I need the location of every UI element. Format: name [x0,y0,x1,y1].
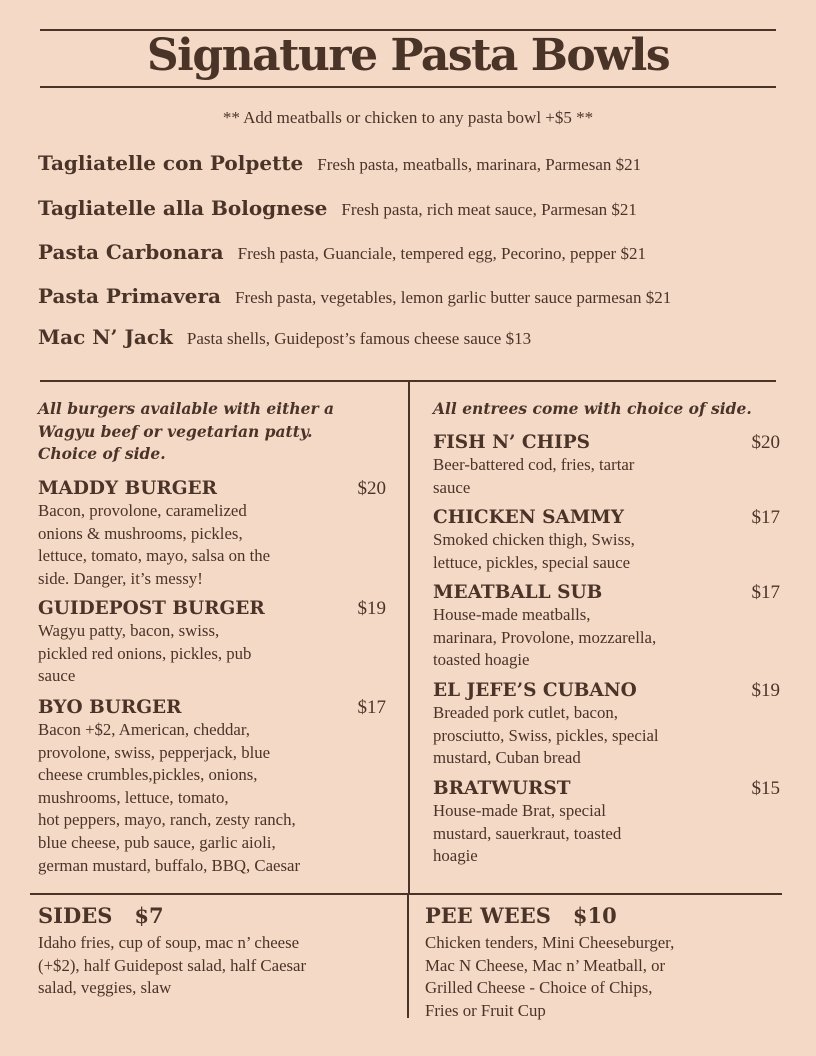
desc-line: german mustard, buffalo, BBQ, Caesar [38,855,301,875]
pasta-desc: Fresh pasta, meatballs, marinara, Parmesan $21 [317,155,642,174]
pasta-name: Mac N’ Jack [38,325,173,349]
item-desc [433,702,780,770]
title-underline [40,86,776,88]
desc-line: prosciutto, Swiss, pickles, special [433,725,659,745]
item-name: FISH N’ CHIPS [433,432,590,453]
bottom-column-divider [407,894,409,1018]
intro-line: Wagyu beef or vegetarian patty. [38,421,313,441]
desc-line: Bacon, provolone, caramelized [38,501,247,520]
section-desc [38,932,403,1000]
pee-wees-section [425,903,795,1022]
desc-line: sauce [433,477,471,497]
pasta-name: Tagliatelle con Polpette [38,151,304,175]
desc-line: pickled red onions, pickles, pub [38,643,252,663]
item-name: GUIDEPOST BURGER [38,598,265,619]
item-desc [433,604,780,672]
pasta-name: Tagliatelle alla Bolognese [38,196,328,220]
item-desc [38,500,386,590]
desc-line: salad, veggies, slaw [38,978,172,998]
pasta-desc: Fresh pasta, vegetables, lemon garlic butter sauce parmesan $21 [235,288,672,307]
menu-item-meatball-sub [433,582,780,672]
burgers-intro [38,398,398,466]
intro-line: Choice of side. [38,444,166,463]
menu-item-byo-burger [38,697,386,877]
pasta-item [38,196,637,220]
item-desc [433,800,780,868]
desc-line: hot peppers, mayo, ranch, zesty ranch, [38,810,296,830]
item-price: $17 [357,697,386,718]
desc-line: Grilled Cheese - Choice of Chips, [425,978,653,998]
desc-line: Beer-battered cod, fries, tartar [433,455,635,474]
bottom-rule [30,893,782,895]
desc-line: mushrooms, lettuce, tomato, [38,787,229,807]
menu-item-chicken-sammy [433,507,780,574]
pasta-name: Pasta Primavera [38,284,222,308]
desc-line: Chicken tenders, Mini Cheeseburger, [425,933,675,952]
desc-line: Idaho fries, cup of soup, mac n’ cheese [38,933,300,952]
item-desc [38,719,386,877]
desc-line: toasted hoagie [433,650,530,670]
desc-line: Wagyu patty, bacon, swiss, [38,621,220,640]
item-desc [433,529,780,574]
sides-section [38,903,403,1000]
section-price: $7 [134,903,164,928]
pasta-desc: Pasta shells, Guidepost’s famous cheese sauce $13 [186,329,532,348]
pasta-desc: Fresh pasta, Guanciale, tempered egg, Pecorino, pepper $21 [237,244,646,263]
item-name: BYO BURGER [38,697,182,718]
desc-line: hoagie [433,846,478,866]
desc-line: mustard, sauerkraut, toasted [433,823,622,843]
desc-line: Bacon +$2, American, cheddar, [38,720,250,739]
desc-line: blue cheese, pub sauce, garlic aioli, [38,832,276,852]
item-price: $15 [751,778,780,799]
desc-line: Fries or Fruit Cup [425,1000,546,1020]
desc-line: sauce [38,666,76,686]
desc-line: lettuce, pickles, special sauce [433,552,631,572]
desc-line: onions & mushrooms, pickles, [38,523,243,543]
desc-line: lettuce, tomato, mayo, salsa on the [38,546,271,566]
menu-item-el-jefes-cubano [433,680,780,770]
item-desc [433,454,780,499]
pasta-item [38,240,646,264]
item-price: $20 [357,478,386,499]
desc-line: House-made meatballs, [433,605,591,624]
desc-line: side. Danger, it’s messy! [38,568,203,588]
pasta-desc: Fresh pasta, rich meat sauce, Parmesan $21 [341,200,637,219]
item-name: MEATBALL SUB [433,582,603,603]
section-title: PEE WEES [425,903,551,928]
item-desc [38,620,386,688]
intro-line: All burgers available with either a [38,399,335,418]
item-price: $19 [357,598,386,619]
menu-item-maddy-burger [38,478,386,590]
item-price: $17 [751,582,780,603]
desc-line: Mac N Cheese, Mac n’ Meatball, or [425,955,666,975]
item-name: EL JEFE’S CUBANO [433,680,637,701]
desc-line: Breaded pork cutlet, bacon, [433,703,618,722]
pasta-item [38,325,531,349]
item-price: $17 [751,507,780,528]
item-name: MADDY BURGER [38,478,217,499]
item-name: BRATWURST [433,778,571,799]
section-title: SIDES [38,903,113,928]
menu-item-guidepost-burger [38,598,386,688]
column-divider [408,381,410,893]
pasta-item [38,151,641,175]
section-price: $10 [572,903,617,928]
pasta-item [38,284,671,308]
item-price: $19 [751,680,780,701]
pasta-name: Pasta Carbonara [38,240,224,264]
desc-line: mustard, Cuban bread [433,748,581,768]
entrees-intro: All entrees come with choice of side. [433,399,752,418]
desc-line: (+$2), half Guidepost salad, half Caesar [38,955,307,975]
desc-line: cheese crumbles,pickles, onions, [38,765,258,785]
desc-line: Smoked chicken thigh, Swiss, [433,530,635,549]
desc-line: House-made Brat, special [433,801,606,820]
item-price: $20 [751,432,780,453]
item-name: CHICKEN SAMMY [433,507,624,528]
page-title: Signature Pasta Bowls [146,30,670,81]
add-on-note: ** Add meatballs or chicken to any pasta bowl +$5 ** [222,108,594,127]
desc-line: marinara, Provolone, mozzarella, [433,627,657,647]
desc-line: provolone, swiss, pepperjack, blue [38,742,271,762]
section-desc [425,932,795,1022]
menu-item-fish-n-chips [433,432,780,499]
menu-item-bratwurst [433,778,780,868]
